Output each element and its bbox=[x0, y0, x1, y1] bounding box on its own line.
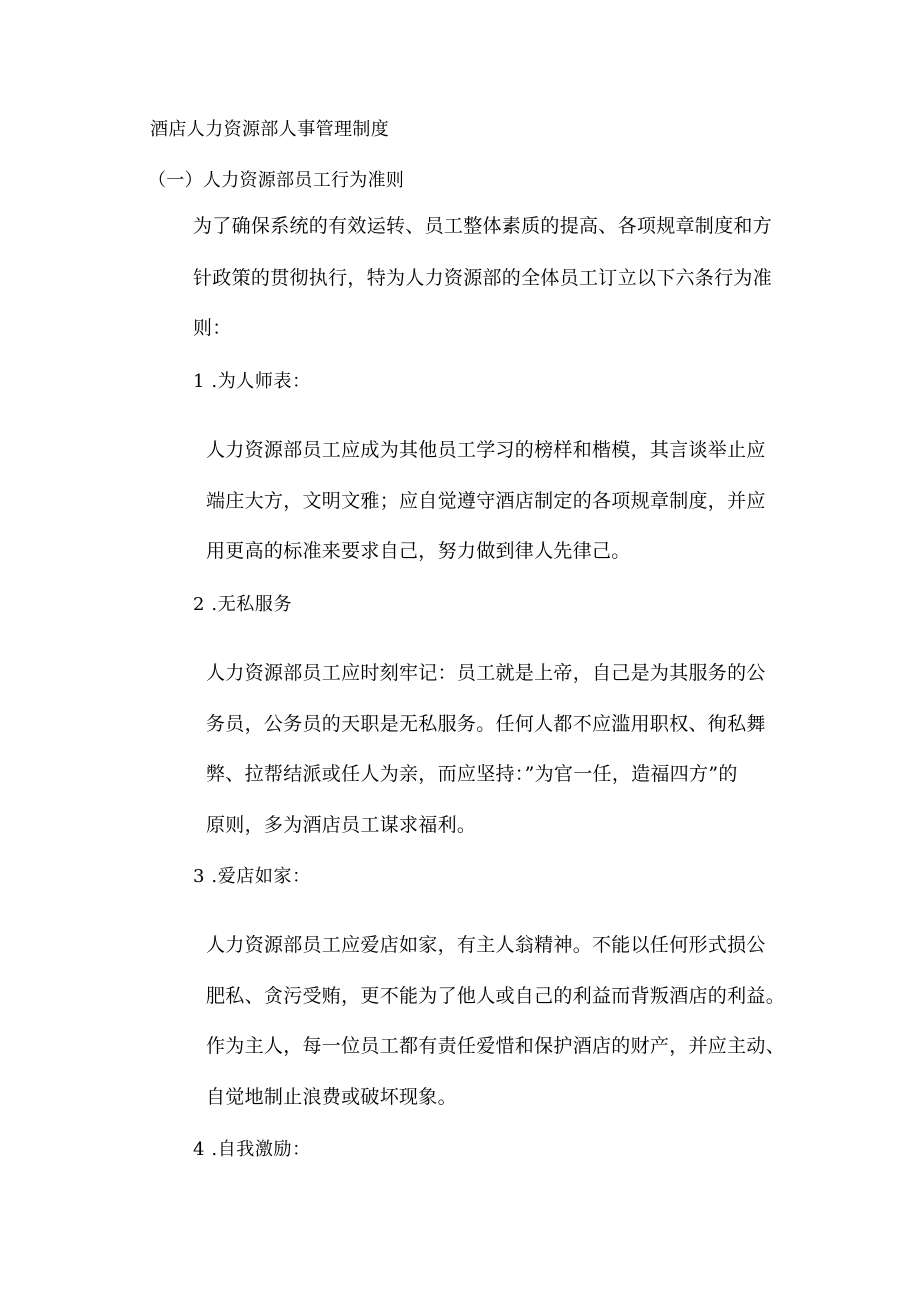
item-body-line: 端庄大方，文明文雅；应自觉遵守酒店制定的各项规章制度，并应 bbox=[206, 490, 766, 512]
intro-line: 为了确保系统的有效运转、员工整体素质的提高、各项规章制度和方 bbox=[193, 215, 773, 237]
item-body-line: 弊、拉帮结派或任人为亲，而应坚持：”为官一任，造福四方”的 bbox=[206, 763, 738, 785]
item-heading: 3 .爱店如家： bbox=[193, 866, 311, 887]
item-body-line: 务员，公务员的天职是无私服务。任何人都不应滥用职权、徇私舞 bbox=[206, 713, 766, 735]
item-body-line: 用更高的标准来要求自己，努力做到律人先律己。 bbox=[206, 540, 631, 562]
item-heading: 1 .为人师表： bbox=[193, 371, 311, 392]
section-heading: （一）人力资源部员工行为准则 bbox=[148, 170, 405, 191]
item-body-line: 人力资源部员工应成为其他员工学习的榜样和楷模，其言谈举止应 bbox=[206, 439, 766, 461]
item-heading: 4 .自我激励： bbox=[193, 1139, 311, 1160]
item-body-line: 人力资源部员工应爱店如家，有主人翁精神。不能以任何形式损公 bbox=[206, 934, 766, 956]
item-body-line: 肥私、贪污受贿，更不能为了他人或自己的利益而背叛酒店的利益。 bbox=[206, 985, 786, 1007]
intro-line: 针政策的贯彻执行，特为人力资源部的全体员工订立以下六条行为准 bbox=[193, 267, 773, 289]
item-body-line: 人力资源部员工应时刻牢记：员工就是上帝，自己是为其服务的公 bbox=[206, 662, 766, 684]
item-heading: 2 .无私服务 bbox=[193, 594, 293, 615]
intro-line: 则： bbox=[193, 317, 232, 339]
item-body-line: 作为主人，每一位员工都有责任爱惜和保护酒店的财产，并应主动、 bbox=[206, 1035, 786, 1057]
item-body-line: 原则，多为酒店员工谋求福利。 bbox=[206, 814, 477, 836]
item-body-line: 自觉地制止浪费或破坏现象。 bbox=[206, 1086, 457, 1108]
document-title: 酒店人力资源部人事管理制度 bbox=[150, 119, 390, 140]
